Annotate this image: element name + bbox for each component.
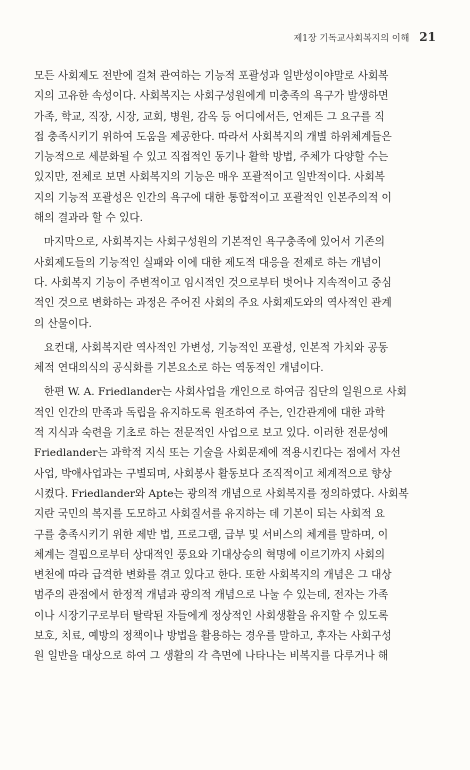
text-line: 모든 사회제도 전반에 걸쳐 관여하는 기능적 포괄성과 일반성이야말로 사회복 [34, 70, 389, 82]
text-line: 원 일반을 대상으로 하여 그 생활의 각 측면에 나타나는 비복지를 다루거나 해 [34, 650, 389, 663]
text-line: 시켰다. Friedlander와 Apte는 광의적 개념으로 사회복지를 정의하였다. 사회복 [34, 487, 409, 500]
text-line: 접 충족시키기 위하여 도움을 제공한다. 따라서 사회복지의 개별 하위체계들은 [34, 130, 392, 143]
chapter-title: 제1장 기독교사회복지의 이해 [293, 34, 410, 44]
text-line: 해의 결과라 할 수 있다. [34, 212, 143, 225]
text-line: 의 산물이다. [34, 317, 92, 330]
text-line: 있지만, 전체로 보면 사회복지의 기능은 매우 포괄적이고 일반적이다. 사회복 [34, 171, 385, 184]
text-line: 체적 연대의식의 공식화를 기본요소로 하는 역동적인 개념이다. [34, 362, 324, 375]
text-line: 다. 사회복지 기능이 주변적이고 임시적인 것으로부터 벗어나 지속적이고 중심 [34, 276, 392, 289]
paragraph [34, 382, 438, 666]
paragraph [34, 338, 438, 379]
text-line: 기능적으로 세분화될 수 있고 직접적인 동기나 활학 방법, 주체가 다양할 수는 [34, 151, 389, 164]
text-line: 이나 시장기구로부터 탈락된 자들에게 정상적인 사회생활을 유지할 수 있도록 [34, 609, 389, 622]
text-line: 적 지식과 숙련을 기초로 하는 전문적인 사업으로 보고 있다. 이러한 전문성에 [34, 427, 389, 440]
body-text [34, 66, 438, 671]
text-line: 변천에 따라 급격한 변화를 겪고 있다고 한다. 또한 사회복지의 개념은 그 대상 [34, 569, 392, 582]
text-line: 지의 고유한 속성이다. 사회복지는 사회구성원에게 미충족의 욕구가 발생하면 [34, 90, 389, 103]
text-line: 요컨대, 사회복지란 역사적인 가변성, 기능적인 포괄성, 인본적 가치와 공동 [44, 341, 389, 354]
text-line: Friedlander는 과학적 지식 또는 기술을 사회문제에 적용시킨다는 점에서 자선 [34, 447, 401, 460]
text-line: 범주의 관점에서 한정적 개념과 광의적 개념으로 나눌 수 있는데, 전자는 가족 [34, 589, 389, 602]
paragraph [34, 66, 438, 228]
text-line: 사업, 박애사업과는 구별되며, 사회봉사 활동보다 조직적이고 체계적으로 향상 [34, 467, 392, 480]
paragraph [34, 232, 438, 333]
text-line: 체계는 결핍으로부터 상대적인 풍요와 기대상승의 혁명에 이르기까지 사회의 [34, 548, 386, 561]
text-line: 구를 충족시키기 위한 제반 법, 프로그램, 급부 및 서비스의 체계를 말하며, 이 [34, 528, 389, 541]
running-header [294, 30, 436, 44]
text-line: 가족, 학교, 직장, 시장, 교회, 병원, 감옥 등 어디에서든, 언제든 그 요구를 직 [34, 110, 385, 123]
text-line: 적인 것으로 변화하는 과정은 주어진 사회의 주요 사회제도와의 역사적인 관계 [34, 297, 392, 310]
text-line: 적인 인간의 만족과 독립을 유지하도록 원조하여 주는, 인간관계에 대한 과학 [34, 406, 385, 419]
text-line: 한편 W. A. Friedlander는 사회사업을 개인으로 하여금 집단의 일원으로 사회 [44, 386, 407, 399]
text-line: 마지막으로, 사회복지는 사회구성원의 기본적인 욕구충족에 있어서 기존의 [44, 236, 385, 249]
text-line: 지란 국민의 복지를 도모하고 사회질서를 유지하는 데 기본이 되는 사회적 요 [34, 508, 385, 521]
text-line: 지의 기능적 포괄성은 인간의 욕구에 대한 통합적이고 포괄적인 인본주의적 이 [34, 191, 392, 204]
page-number: 21 [419, 30, 436, 44]
text-line: 보호, 치료, 예방의 정책이나 방법을 활용하는 경우를 말하고, 후자는 사회구성 [34, 630, 392, 643]
text-line: 사회제도들의 기능적인 실패와 이에 대한 제도적 대응을 전제로 하는 개념이 [34, 256, 382, 269]
